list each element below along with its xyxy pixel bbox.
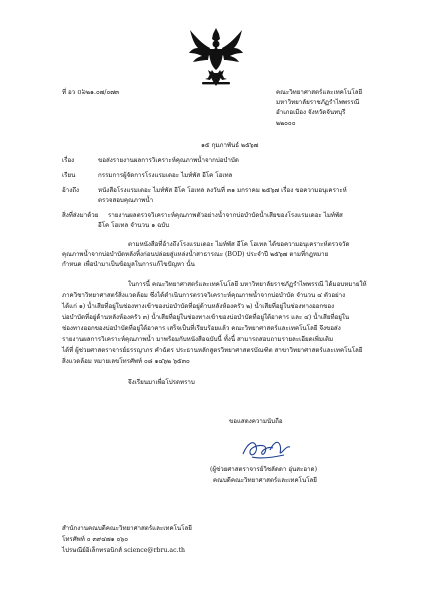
- document-date: ๑๕ กุมภาพันธ์ ๒๕๖๗: [201, 142, 259, 149]
- paragraph-1-line-1: ตามหนังสือที่อ้างถึงโรงแรมเดอะ ไมท์พัส อีโค โฮเทล ได้ขอความอนุเคราะห์ตรวจวัด: [128, 241, 350, 248]
- agency-line-1: คณะวิทยาศาสตร์และเทคโนโลยี: [276, 89, 363, 96]
- recipient-text: กรรมการผู้จัดการโรงแรมเดอะ ไมท์พัส อีโค โฮเทล: [98, 172, 233, 179]
- agency-line-3: อำเภอเมือง จังหวัดจันทบุรี: [276, 109, 346, 116]
- paragraph-2-line-6: รายงานผลการวิเคราะห์คุณภาพน้ำ มาพร้อมกับหนังสือฉบับนี้ ทั้งนี้ สามารถสอบถามรายละเอียดเพิ่มเติม: [62, 336, 334, 343]
- paragraph-2-line-8: สิ่งแวดล้อม หมายเลขโทรศัพท์ ๐๘ ๑๔๖๒ ๖๕๓๐: [62, 358, 190, 365]
- paragraph-2-line-5: ช่องทางออกของบ่อบำบัดที่อยู่ใต้อาคาร เสร็จเป็นที่เรียบร้อยแล้ว คณะวิทยาศาสตร์และเทคโนโลยี จึงขอส่ง: [62, 325, 341, 332]
- footer-email: ไปรษณีย์อิเล็กทรอนิกส์ science@rbru.ac.th: [62, 547, 186, 554]
- enclosure-line-1: รายงานผลตรวจวิเคราะห์คุณภาพตัวอย่างน้ำจากบ่อบำบัดน้ำเสียของโรงแรมเดอะ ไมท์พัส: [108, 212, 343, 219]
- paragraph-2-line-3: ได้แก่ ๑) น้ำเสียที่อยู่ในช่องทางเข้าของบ่อบำบัดที่อยู่ด้านหลังห้องครัว ๒) น้ำเสียที่อยู่ในช่องทางออกของ: [62, 303, 335, 310]
- signer-position: คณบดีคณะวิทยาศาสตร์และเทคโนโลยี: [213, 477, 317, 484]
- enclosure-line-2: อีโค โฮเทล จำนวน ๑ ฉบับ: [98, 222, 170, 229]
- paragraph-1-line-2: คุณภาพน้ำจากบ่อบำบัดหลังทิ้งก่อนปล่อยสู่แหล่งน้ำสาธารณะ (BOD) ประจำปี ๒๕๖๗ ตามที่กฎหมาย: [62, 251, 329, 258]
- recipient-label: เรียน: [62, 172, 76, 179]
- document-number: ที่ อว ០៦๒๑.๐๗/๐๗๓: [62, 89, 120, 96]
- footer-phone: โทรศัพท์ ๐ ๓๙๔๗๑ ๐๖๐: [62, 536, 128, 543]
- subject-text: ขอส่งรายงานผลการวิเคราะห์คุณภาพน้ำจากบ่อบำบัด: [98, 157, 239, 164]
- footer-office: สำนักงานคณบดีคณะวิทยาศาสตร์และเทคโนโลยี: [62, 525, 192, 532]
- respect-line: ขอแสดงความนับถือ: [229, 418, 283, 425]
- closing-line: จึงเรียนมาเพื่อโปรดทราบ: [128, 379, 195, 386]
- paragraph-2-line-4: บ่อบำบัดที่อยู่ด้านหลังห้องครัว ๓) น้ำเสียที่อยู่ในช่องทางเข้าของบ่อบำบัดที่อยู่ใต้อาคาร และ ๔) น้ำเสียที่อยู่ใน: [62, 314, 350, 321]
- reference-label: อ้างถึง: [62, 187, 79, 194]
- handwritten-signature: [240, 436, 292, 462]
- enclosure-label: สิ่งที่ส่งมาด้วย: [62, 212, 99, 219]
- agency-line-2: มหาวิทยาลัยราชภัฏรำไพพรรณี: [276, 99, 360, 106]
- reference-line-2: ตรวจสอบคุณภาพน้ำ: [98, 197, 154, 204]
- signer-name: (ผู้ช่วยศาสตราจารย์วิชลัดดา อุ่นสะอาด): [210, 466, 317, 473]
- subject-label: เรื่อง: [62, 157, 75, 164]
- paragraph-2-line-7: ได้ที่ ผู้ช่วยศาสตราจารย์ธรรญาภร คำฉัตร ประธานหลักสูตรวิทยาศาสตรบัณฑิต สาขาวิทยาศาสตร์และเทคโนโลยี: [62, 347, 363, 354]
- agency-postcode: ๒๒๐๐๐: [276, 120, 296, 127]
- paragraph-2-line-2: ภาควิชาวิทยาศาสตร์สิ่งแวดล้อม ซึ่งได้ดำเนินการตรวจวิเคราะห์คุณภาพน้ำจากบ่อบำบัด จำนวน ๔ ตัวอย่าง: [62, 292, 346, 299]
- garuda-emblem-icon: [188, 26, 244, 90]
- reference-line-1: หนังสือโรงแรมเดอะ ไมท์พัส อีโค โฮเทล ลงวันที่ ๓๑ มกราคม ๒๕๖๗ เรื่อง ขอความอนุเคราะห์: [98, 187, 347, 194]
- paragraph-1-line-3: กำหนด เพื่อนำมาเป็นข้อมูลในการแก้ไขปัญหา นั้น: [62, 261, 195, 268]
- paragraph-2-line-1: ในการนี้ คณะวิทยาศาสตร์และเทคโนโลยี มหาวิทยาลัยราชภัฏรำไพพรรณี ได้มอบหมายให้: [128, 281, 367, 288]
